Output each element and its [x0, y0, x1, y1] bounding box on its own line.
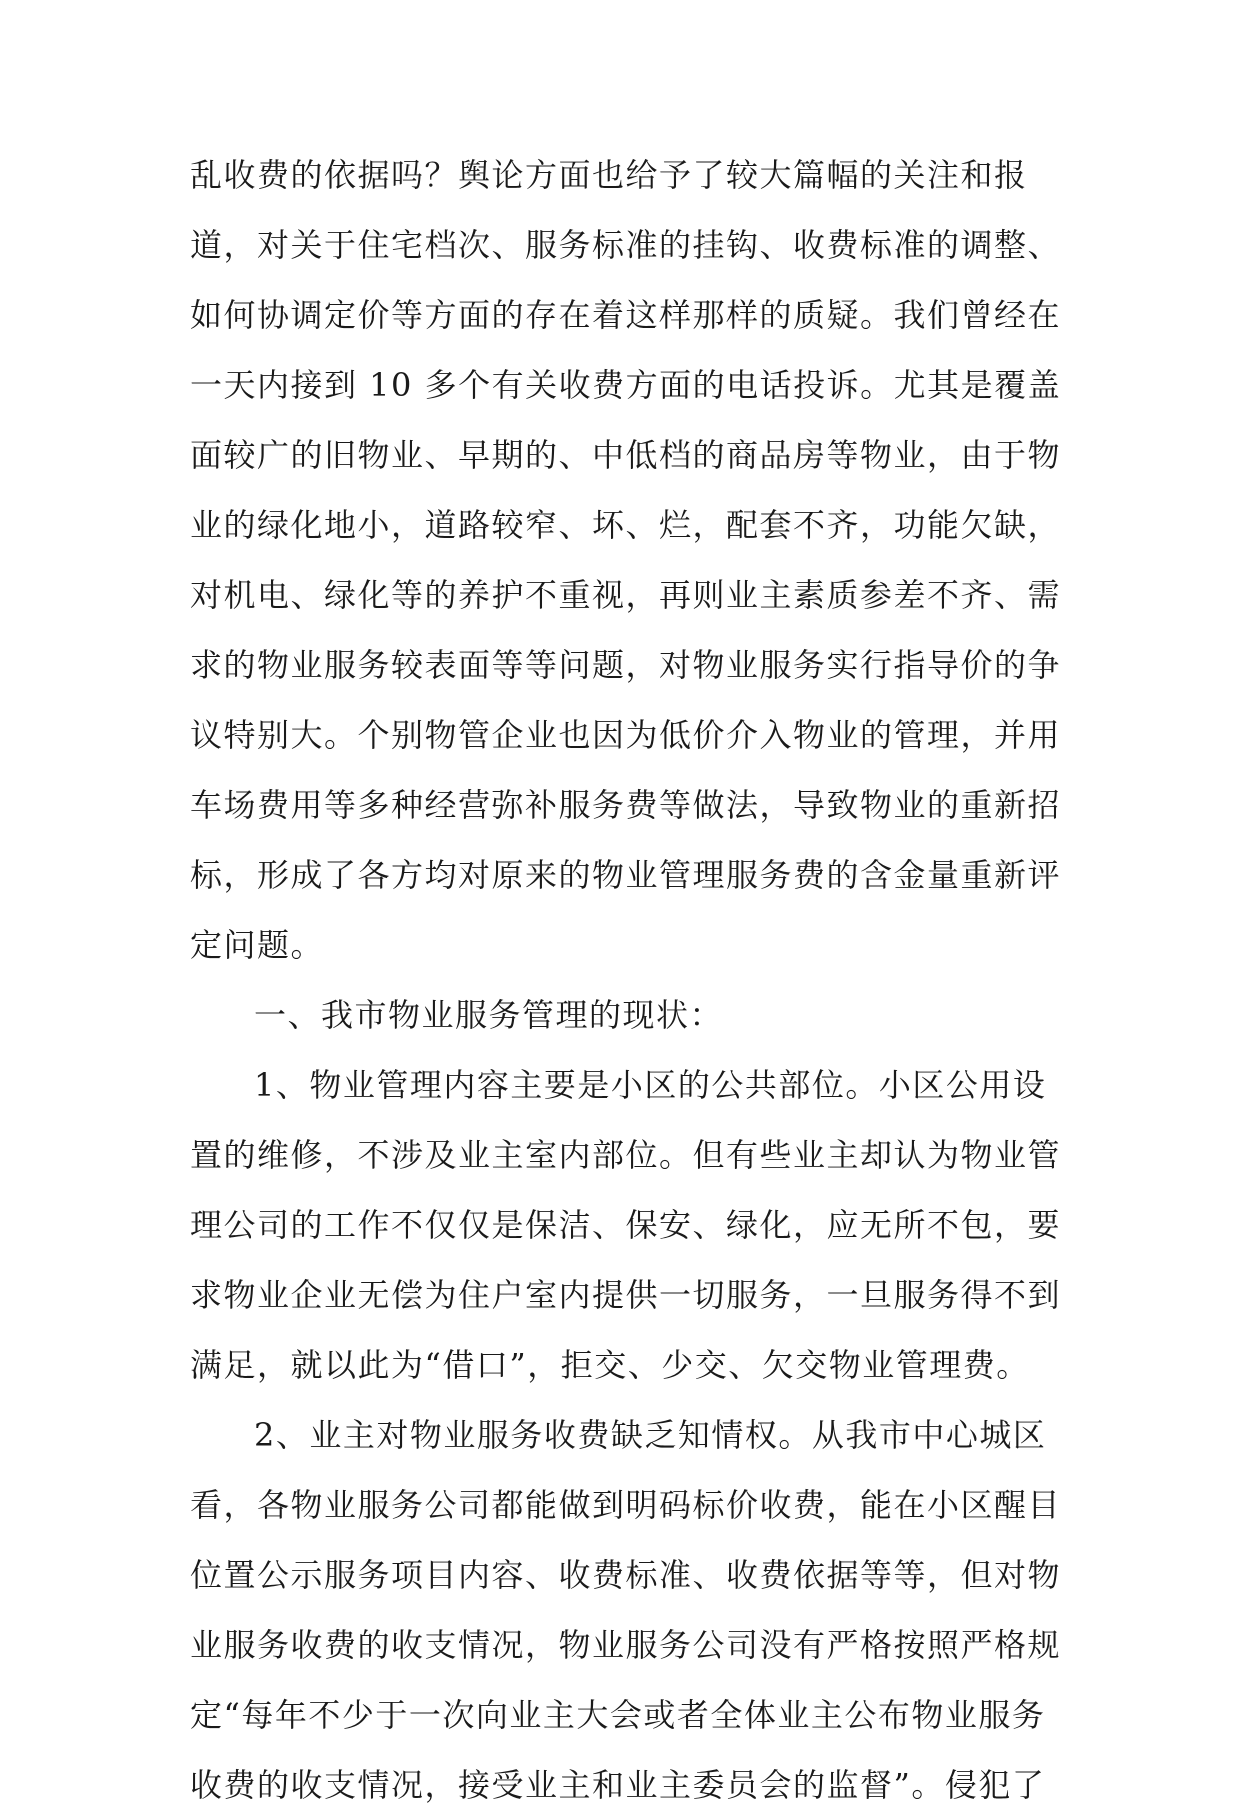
text-line: 一天内接到 10 多个有关收费方面的电话投诉。尤其是覆盖: [190, 366, 1062, 404]
text-line: 定“每年不少于一次向业主大会或者全体业主公布物业服务: [190, 1696, 1046, 1734]
text-line: 道，对关于住宅档次、服务标准的挂钩、收费标准的调整、: [190, 226, 1062, 264]
text-line: 对机电、绿化等的养护不重视，再则业主素质参差不齐、需: [190, 576, 1062, 614]
text-line: 求物业企业无偿为住户室内提供一切服务，一旦服务得不到: [190, 1276, 1062, 1314]
document-body: [190, 140, 1060, 1820]
text-line: 位置公示服务项目内容、收费标准、收费依据等等，但对物: [190, 1556, 1062, 1594]
text-line: 置的维修，不涉及业主室内部位。但有些业主却认为物业管: [190, 1136, 1062, 1174]
text-line: 车场费用等多种经营弥补服务费等做法，导致物业的重新招: [190, 786, 1062, 824]
text-line: 如何协调定价等方面的存在着这样那样的质疑。我们曾经在: [190, 296, 1062, 334]
text-line: 看，各物业服务公司都能做到明码标价收费，能在小区醒目: [190, 1486, 1062, 1524]
text-line: 业的绿化地小，道路较窄、坏、烂，配套不齐，功能欠缺，: [190, 506, 1062, 544]
text-line: 议特别大。个别物管企业也因为低价介入物业的管理，并用: [190, 716, 1062, 754]
text-line: 求的物业服务较表面等等问题，对物业服务实行指导价的争: [190, 646, 1062, 684]
text-line: 业服务收费的收支情况，物业服务公司没有严格按照严格规: [190, 1626, 1062, 1664]
text-line: 理公司的工作不仅仅是保洁、保安、绿化，应无所不包，要: [190, 1206, 1062, 1244]
text-line: 定问题。: [190, 926, 325, 964]
text-line: 标，形成了各方均对原来的物业管理服务费的含金量重新评: [190, 856, 1062, 894]
text-line: 收费的收支情况，接受业主和业主委员会的监督”。侵犯了: [190, 1766, 1046, 1804]
text-line: 面较广的旧物业、早期的、中低档的商品房等物业，由于物: [190, 436, 1062, 474]
text-line: 2、业主对物业服务收费缺乏知情权。从我市中心城区: [254, 1416, 1047, 1454]
text-line: 1、物业管理内容主要是小区的公共部位。小区公用设: [254, 1066, 1047, 1104]
section-heading: 一、我市物业服务管理的现状：: [254, 996, 724, 1034]
text-line: 乱收费的依据吗？舆论方面也给予了较大篇幅的关注和报: [190, 156, 1028, 194]
text-line: 满足，就以此为“借口”，拒交、少交、欠交物业管理费。: [190, 1346, 1030, 1384]
